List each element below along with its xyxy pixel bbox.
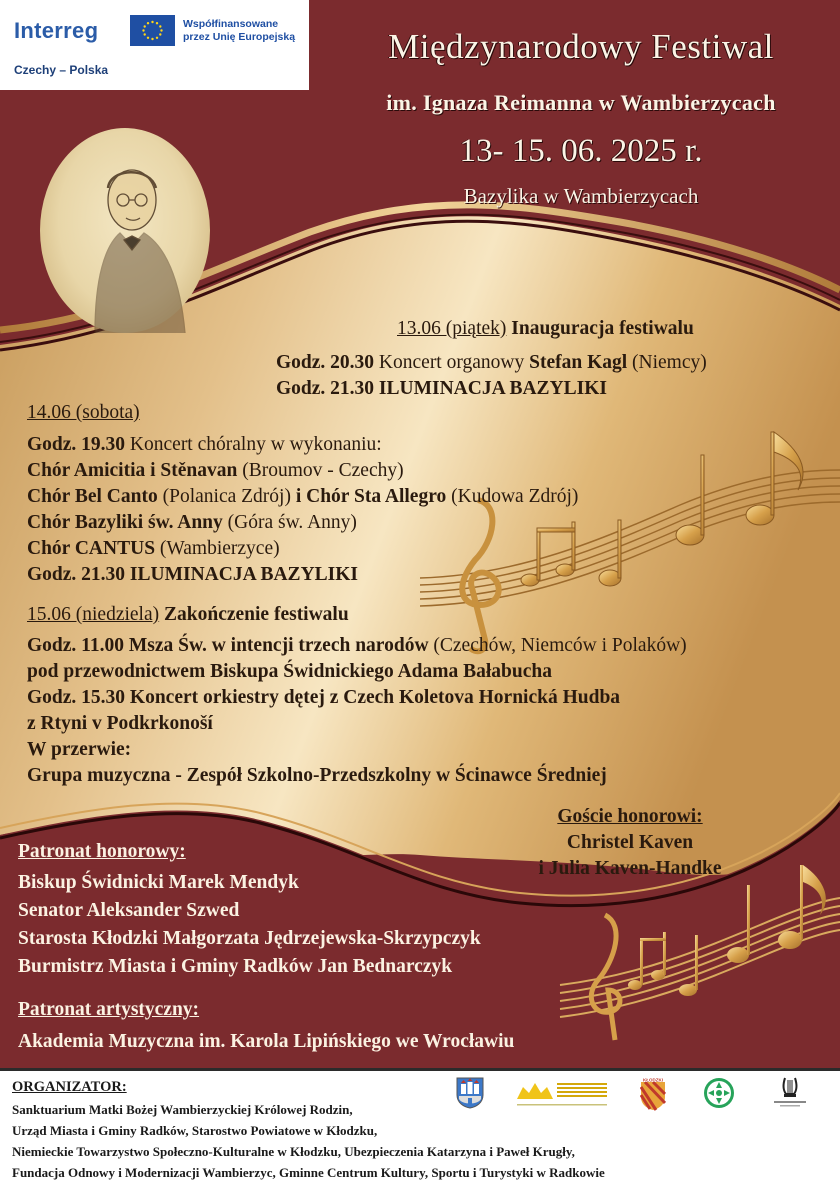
eu-cofinancing-text	[183, 18, 295, 44]
artistic-patronage-heading: Patronat artystyczny:	[18, 999, 200, 1020]
honorary-patronage-heading: Patronat honorowy:	[18, 841, 186, 862]
choir-origin: (Kudowa Zdrój)	[446, 486, 579, 507]
conjunction: i	[290, 486, 307, 507]
choir-name: Chór Sta Allegro	[306, 486, 447, 507]
svg-text:KŁODZKI: KŁODZKI	[643, 1077, 663, 1083]
choir-name: Chór CANTUS	[27, 538, 156, 559]
guest-name-2: i Julia Kaven-Handke	[538, 858, 722, 879]
day3-line-2: pod przewodnictwem Biskupa Świdnickiego Adama Bałabucha	[27, 661, 552, 682]
day3-line-4: z Rtyni v Podkrkonoší	[27, 713, 213, 734]
sanctuary-crown-logo-icon	[515, 1079, 610, 1109]
choir-origin: (Polanica Zdrój)	[157, 486, 291, 507]
event-note: (Niemcy)	[627, 352, 707, 373]
day2-event-illumination	[27, 564, 358, 586]
choir-name: Chór Bel Canto	[27, 486, 158, 507]
line-note: (Czechów, Niemców i Polaków)	[428, 635, 687, 656]
day1-date: 13.06 (piątek)	[397, 318, 507, 339]
organizer-line-3: Niemieckie Towarzystwo Społeczno-Kulturalne w Kłodzku, Ubezpieczenia Katarzyna i Paweł Krugły,	[12, 1144, 575, 1159]
choir-name: Chór Amicitia i Stěnavan	[27, 460, 238, 481]
day2-choir-1	[27, 460, 404, 482]
honorary-patron-2: Senator Aleksander Szwed	[18, 900, 240, 921]
day3-date: 15.06 (niedziela)	[27, 604, 160, 625]
day2-date: 14.06 (sobota)	[27, 402, 140, 423]
organizer-line-2: Urząd Miasta i Gminy Radków, Starostwo Powiatowe w Kłodzku,	[12, 1123, 378, 1138]
artistic-patron: Akademia Muzyczna im. Karola Lipińskiego we Wrocławiu	[18, 1031, 515, 1052]
music-academy-lyre-icon	[770, 1076, 810, 1112]
eu-text-line2: przez Unię Europejską	[183, 31, 296, 43]
eu-text-line1: Współfinansowane	[183, 18, 279, 30]
day3-line-1	[27, 635, 687, 657]
day3-heading	[27, 604, 349, 626]
choir-origin: (Broumov - Czechy)	[237, 460, 404, 481]
day3-line-6: Grupa muzyczna - Zespół Szkolno-Przedszkolny w Ścinawce Średniej	[27, 765, 607, 786]
eu-flag-icon	[130, 15, 175, 46]
day2-choir-3	[27, 512, 357, 534]
festival-venue: Bazylika w Wambierzycach	[463, 184, 699, 208]
day1-heading	[397, 318, 694, 340]
guests-heading: Goście honorowi:	[557, 806, 703, 827]
interreg-logo-box	[0, 0, 309, 90]
day2-choir-2	[27, 486, 578, 508]
festival-dates: 13- 15. 06. 2025 r.	[459, 133, 703, 169]
klodzko-shield-icon	[640, 1077, 666, 1116]
choir-name: Chór Bazyliki św. Anny	[27, 512, 223, 533]
festival-subtitle: im. Ignaza Reimanna w Wambierzycach	[386, 90, 776, 115]
event-time: Godz. 20.30	[276, 352, 375, 373]
choir-origin: (Wambierzyce)	[155, 538, 280, 559]
choir-origin: (Góra św. Anny)	[222, 512, 357, 533]
day1-event-1	[276, 352, 707, 374]
organizer-heading: ORGANIZATOR:	[12, 1079, 127, 1095]
day3-line-5: W przerwie:	[27, 739, 132, 760]
composer-portrait-icon	[40, 128, 210, 333]
day2-event-1	[27, 434, 382, 456]
day1-title: Inauguracja festiwalu	[506, 318, 694, 339]
event-performer: Stefan Kagl	[529, 352, 628, 373]
event-text: ILUMINACJA BAZYLIKI	[125, 564, 358, 585]
green-emblem-icon	[703, 1077, 735, 1114]
event-text: Koncert organowy	[374, 352, 530, 373]
day1-event-2	[276, 378, 607, 400]
event-time: Godz. 21.30	[27, 564, 126, 585]
day3-line-3: Godz. 15.30 Koncert orkiestry dętej z Czech Koletova Hornická Hudba	[27, 687, 621, 708]
honorary-patron-1: Biskup Świdnicki Marek Mendyk	[18, 872, 299, 893]
interreg-logo: Interreg	[14, 18, 99, 43]
festival-title: Międzynarodowy Festiwal	[388, 27, 774, 66]
event-time: Godz. 19.30	[27, 434, 126, 455]
guest-name-1: Christel Kaven	[566, 832, 694, 853]
day2-choir-4	[27, 538, 280, 560]
event-text: ILUMINACJA BAZYLIKI	[374, 378, 607, 399]
line-main: Godz. 11.00 Msza Św. w intencji trzech narodów	[27, 635, 429, 656]
organizer-line-1: Sanktuarium Matki Bożej Wambierzyckiej Królowej Rodzin,	[12, 1102, 353, 1117]
organizer-line-4: Fundacja Odnowy i Modernizacji Wambierzyc, Gminne Centrum Kultury, Sportu i Turystyki w Radkowie	[12, 1165, 605, 1180]
organizer-footer	[0, 1068, 840, 1188]
day3-title: Zakończenie festiwalu	[159, 604, 349, 625]
program-region: Czechy – Polska	[14, 63, 109, 77]
honorary-patron-3: Starosta Kłodzki Małgorzata Jędrzejewska-Skrzypczyk	[18, 928, 481, 949]
radkow-coat-of-arms-icon	[456, 1077, 484, 1114]
event-text: Koncert chóralny w wykonaniu:	[125, 434, 382, 455]
event-time: Godz. 21.30	[276, 378, 375, 399]
honorary-patron-4: Burmistrz Miasta i Gminy Radków Jan Bednarczyk	[18, 956, 453, 977]
